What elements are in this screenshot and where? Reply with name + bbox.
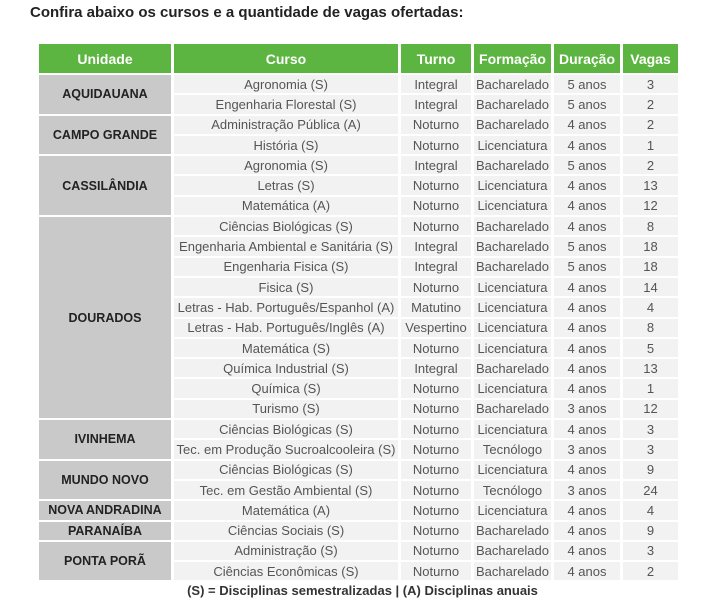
course-cell: Agronomia (S) [174, 156, 398, 174]
duration-cell: 4 anos [554, 278, 620, 296]
degree-cell: Licenciatura [474, 298, 551, 316]
course-cell: Engenharia Florestal (S) [174, 95, 398, 113]
seats-cell: 8 [623, 319, 678, 337]
degree-cell: Licenciatura [474, 176, 551, 194]
duration-cell: 5 anos [554, 75, 620, 93]
header-vagas: Vagas [623, 44, 678, 73]
duration-cell: 4 anos [554, 319, 620, 337]
seats-cell: 3 [623, 420, 678, 438]
header-formacao: Formação [474, 44, 551, 73]
table-row [39, 116, 678, 134]
unit-cell: CAMPO GRANDE [39, 116, 171, 155]
shift-cell: Noturno [401, 562, 471, 580]
degree-cell: Bacharelado [476, 401, 549, 417]
seats-cell: 3 [623, 440, 678, 458]
seats-cell: 1 [623, 379, 678, 397]
duration-cell: 4 anos [554, 379, 620, 397]
unit-cell: DOURADOS [39, 217, 171, 418]
course-cell: Letras (S) [174, 176, 398, 194]
course-cell: Ciências Biológicas (S) [174, 461, 398, 479]
degree-cell: Bacharelado [476, 117, 549, 133]
unit-cell: IVINHEMA [39, 420, 171, 459]
degree-cell: Bacharelado [476, 239, 549, 255]
course-cell: Engenharia Ambiental e Sanitária (S) [174, 237, 398, 255]
seats-cell: 18 [623, 258, 678, 276]
course-cell: Administração (S) [174, 542, 398, 560]
degree-cell: Bacharelado [476, 543, 549, 559]
course-cell: Química (S) [174, 379, 398, 397]
duration-cell: 5 anos [554, 237, 620, 255]
duration-cell: 5 anos [554, 156, 620, 174]
degree-cell: Bacharelado [476, 76, 549, 92]
seats-cell: 13 [623, 359, 678, 377]
unit-cell: PARANAÍBA [39, 522, 171, 540]
course-cell: Letras - Hab. Português/Inglês (A) [174, 319, 398, 337]
degree-cell: Bacharelado [476, 96, 549, 112]
degree-cell: Licenciatura [474, 278, 551, 296]
shift-cell: Noturno [401, 481, 471, 499]
shift-cell: Integral [401, 75, 471, 93]
header-unidade: Unidade [39, 44, 171, 73]
duration-cell: 3 anos [554, 440, 620, 458]
legend-note: (S) = Disciplinas semestralizadas | (A) Disciplinas anuais [187, 583, 538, 598]
course-cell: Engenharia Fisica (S) [174, 258, 398, 276]
duration-cell: 4 anos [554, 359, 620, 377]
duration-cell: 4 anos [554, 176, 620, 194]
degree-cell: Bacharelado [476, 218, 549, 234]
degree-cell: Licenciatura [474, 197, 551, 215]
course-cell: Matemática (A) [174, 197, 398, 215]
shift-cell: Noturno [401, 461, 471, 479]
seats-cell: 13 [623, 176, 678, 194]
seats-cell: 9 [623, 461, 678, 479]
unit-cell: PONTA PORÃ [39, 542, 171, 581]
shift-cell: Integral [401, 156, 471, 174]
course-cell: Agronomia (S) [174, 75, 398, 93]
table-row [39, 522, 678, 540]
seats-cell: 8 [623, 217, 678, 235]
shift-cell: Noturno [401, 542, 471, 560]
duration-cell: 4 anos [554, 542, 620, 560]
degree-cell: Bacharelado [476, 563, 549, 579]
shift-cell: Noturno [401, 440, 471, 458]
duration-cell: 4 anos [554, 461, 620, 479]
unit-cell: CASSILÂNDIA [39, 156, 171, 215]
duration-cell: 4 anos [554, 562, 620, 580]
table-header-row [39, 44, 678, 73]
header-turno: Turno [401, 44, 471, 73]
degree-cell: Licenciatura [474, 379, 551, 397]
table-row [39, 156, 678, 174]
seats-cell: 1 [623, 136, 678, 154]
course-cell: Ciências Biológicas (S) [174, 217, 398, 235]
degree-cell: Bacharelado [476, 523, 549, 539]
shift-cell: Noturno [401, 339, 471, 357]
seats-cell: 12 [623, 197, 678, 215]
shift-cell: Noturno [401, 400, 471, 418]
table-row [39, 75, 678, 93]
table-row [39, 420, 678, 438]
shift-cell: Noturno [401, 136, 471, 154]
degree-cell: Bacharelado [476, 360, 549, 376]
shift-cell: Matutino [401, 298, 471, 316]
seats-cell: 2 [623, 562, 678, 580]
seats-cell: 4 [623, 298, 678, 316]
duration-cell: 4 anos [554, 217, 620, 235]
seats-cell: 4 [623, 501, 678, 519]
duration-cell: 4 anos [554, 136, 620, 154]
shift-cell: Noturno [401, 278, 471, 296]
duration-cell: 4 anos [554, 420, 620, 438]
intro-heading: Confira abaixo os cursos e a quantidade de vagas ofertadas: [30, 4, 464, 21]
shift-cell: Integral [401, 359, 471, 377]
shift-cell: Noturno [401, 501, 471, 519]
duration-cell: 4 anos [554, 116, 620, 134]
course-cell: História (S) [174, 136, 398, 154]
seats-cell: 3 [623, 75, 678, 93]
duration-cell: 4 anos [554, 501, 620, 519]
table-row [39, 501, 678, 519]
course-cell: Tec. em Produção Sucroalcooleira (S) [174, 440, 398, 458]
course-cell: Ciências Econômicas (S) [174, 562, 398, 580]
duration-cell: 4 anos [554, 298, 620, 316]
seats-cell: 9 [623, 522, 678, 540]
course-cell: Matemática (S) [174, 339, 398, 357]
duration-cell: 3 anos [554, 481, 620, 499]
shift-cell: Integral [401, 237, 471, 255]
unit-cell: NOVA ANDRADINA [39, 501, 171, 519]
seats-cell: 2 [623, 156, 678, 174]
degree-cell: Tecnólogo [474, 481, 551, 499]
table-row [39, 461, 678, 479]
seats-cell: 24 [623, 481, 678, 499]
table-body [39, 75, 678, 580]
degree-cell: Tecnólogo [474, 440, 551, 458]
course-cell: Tec. em Gestão Ambiental (S) [174, 481, 398, 499]
degree-cell: Licenciatura [474, 339, 551, 357]
degree-cell: Licenciatura [474, 420, 551, 438]
seats-cell: 3 [623, 542, 678, 560]
shift-cell: Noturno [401, 217, 471, 235]
courses-table [36, 42, 681, 582]
course-cell: Fisica (S) [174, 278, 398, 296]
seats-cell: 5 [623, 339, 678, 357]
degree-cell: Bacharelado [476, 259, 549, 275]
unit-cell: AQUIDAUANA [39, 75, 171, 114]
shift-cell: Noturno [401, 420, 471, 438]
degree-cell: Licenciatura [474, 501, 551, 519]
degree-cell: Licenciatura [474, 136, 551, 154]
shift-cell: Integral [401, 258, 471, 276]
degree-cell: Licenciatura [474, 461, 551, 479]
seats-cell: 2 [623, 116, 678, 134]
table-row [39, 217, 678, 235]
duration-cell: 4 anos [554, 522, 620, 540]
course-cell: Matemática (A) [174, 501, 398, 519]
shift-cell: Integral [401, 95, 471, 113]
course-cell: Ciências Sociais (S) [174, 522, 398, 540]
degree-cell: Bacharelado [476, 157, 549, 173]
table-row [39, 542, 678, 560]
course-cell: Letras - Hab. Português/Espanhol (A) [174, 298, 398, 316]
seats-cell: 18 [623, 237, 678, 255]
duration-cell: 5 anos [554, 258, 620, 276]
duration-cell: 4 anos [554, 339, 620, 357]
unit-cell: MUNDO NOVO [39, 461, 171, 500]
shift-cell: Noturno [401, 522, 471, 540]
course-cell: Química Industrial (S) [174, 359, 398, 377]
shift-cell: Noturno [401, 379, 471, 397]
shift-cell: Noturno [401, 197, 471, 215]
shift-cell: Noturno [401, 116, 471, 134]
duration-cell: 4 anos [554, 197, 620, 215]
course-cell: Ciências Biológicas (S) [174, 420, 398, 438]
course-cell: Turismo (S) [174, 400, 398, 418]
header-duracao: Duração [554, 44, 620, 73]
seats-cell: 14 [623, 278, 678, 296]
degree-cell: Licenciatura [474, 319, 551, 337]
seats-cell: 2 [623, 95, 678, 113]
course-cell: Administração Pública (A) [174, 116, 398, 134]
seats-cell: 12 [623, 400, 678, 418]
shift-cell: Vespertino [401, 319, 471, 337]
duration-cell: 3 anos [554, 400, 620, 418]
header-curso: Curso [174, 44, 398, 73]
duration-cell: 5 anos [554, 95, 620, 113]
shift-cell: Noturno [401, 176, 471, 194]
